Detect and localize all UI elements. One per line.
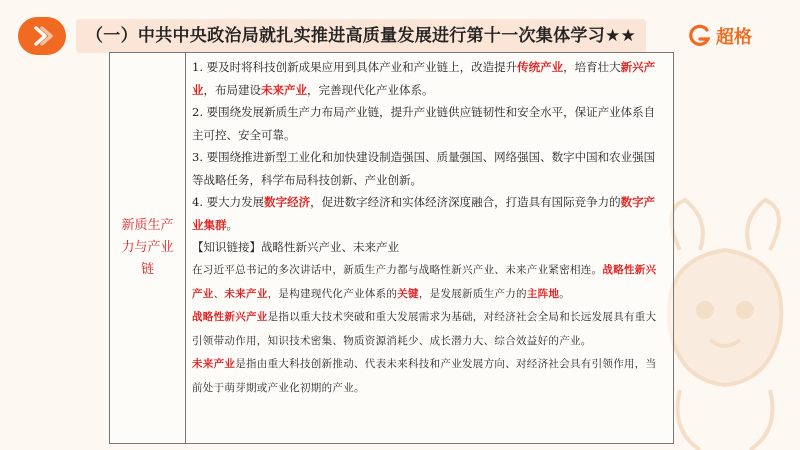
brand-logo bbox=[688, 22, 752, 50]
knowledge-paragraph-3: 未来产业是指由重大科技创新推动、代表未来科技和产业发展方向、对经济社会具有引领作用，当前处于萌芽期或产业化初期的产业。 bbox=[192, 358, 657, 394]
knowledge-paragraph-1: 在习近平总书记的多次讲话中，新质生产力都与战略性新兴产业、未来产业紧密相连。战略性新兴产业、未来产业，是构建现代化产业体系的关键，是发展新质生产力的主阵地。 bbox=[192, 264, 657, 300]
point-4: 4. 要大力发展数字经济，促进数字经济和实体经济深度融合，打造具有国际竞争力的数字产业集群。 bbox=[192, 195, 656, 232]
content-table bbox=[109, 52, 674, 444]
point-2: 2. 要围绕发展新质生产力布局产业链，提升产业链供应链韧性和安全水平，保证产业体系自主可控、安全可靠。 bbox=[192, 105, 656, 142]
row-label: 新质生产力与产业链 bbox=[121, 218, 174, 277]
logo-text: 超格 bbox=[716, 27, 752, 48]
point-3: 3. 要围绕推进新型工业化和加快建设制造强国、质量强国、网络强国、数字中国和农业强国等战略任务，科学布局科技创新、产业创新。 bbox=[192, 150, 656, 187]
knowledge-link-title: 【知识链接】战略性新兴产业、未来产业 bbox=[192, 240, 399, 254]
point-1: 1. 要及时将科技创新成果应用到具体产业和产业链上，改造提升传统产业，培育壮大新兴产业，布局建设未来产业，完善现代化产业体系。 bbox=[192, 60, 656, 97]
chevron-right-icon bbox=[18, 17, 66, 55]
page-title: （一）中共中央政治局就扎实推进高质量发展进行第十一次集体学习★★ bbox=[86, 26, 637, 46]
logo-icon bbox=[688, 24, 712, 48]
table-content-cell bbox=[186, 53, 673, 443]
table-label-cell bbox=[110, 53, 186, 443]
knowledge-paragraph-2: 战略性新兴产业是指以重大技术突破和重大发展需求为基础，对经济社会全局和长远发展具有重大引领带动作用，知识技术密集、物质资源消耗少、成长潜力大、综合效益好的产业。 bbox=[192, 311, 657, 347]
